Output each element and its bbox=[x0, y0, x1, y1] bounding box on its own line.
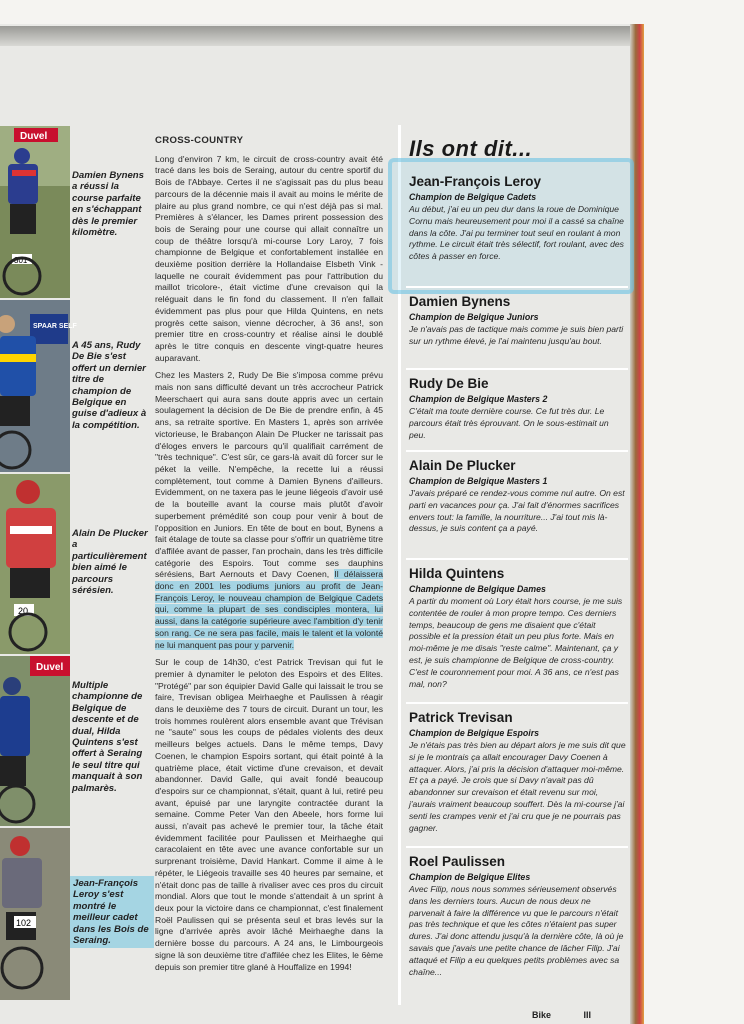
banner-1-text: Duvel bbox=[20, 131, 48, 142]
quote-text: C'était ma toute dernière course. Ce fut très dur. Le parcours était très éprouvant. On le sous-estimait un peu. bbox=[409, 406, 609, 440]
number-plate-1-text: 301 bbox=[14, 256, 28, 265]
quote-separator bbox=[406, 846, 628, 848]
rider-photo-2 bbox=[0, 300, 77, 472]
page-footer bbox=[532, 1010, 591, 1020]
number-plate-3-text: 102 bbox=[16, 918, 32, 928]
quote-bynens bbox=[409, 294, 627, 348]
quote-title: Champion de Belgique Espoirs bbox=[409, 728, 540, 738]
banner-2-text: SPAAR SELF bbox=[33, 323, 77, 330]
quote-text: Au début, j'ai eu un peu dur dans la roue de Dominique Cornu mais heureusement pour moi il a cassé sa chaîne dans la côte. J'ai pu terminer tout seul en roulant à mon rythme. Le circuit était très sélectif, fort roulant, avec des côtes à passer en force. bbox=[409, 204, 624, 262]
page-number: III bbox=[583, 1010, 592, 1020]
quote-separator bbox=[406, 702, 628, 704]
quote-name: Patrick Trevisan bbox=[409, 710, 513, 725]
rider-photo-4 bbox=[0, 656, 70, 826]
quote-separator bbox=[406, 368, 628, 370]
paragraph-3: Sur le coup de 14h30, c'est Patrick Trevisan qui fut le premier à dynamiter le peloton des Espoirs et des Elites. "Protégé" par son équipier David Galle qui laissait le trou se faire, Trevisan obligea Meirhaeghe et Paulissen à réagir dans le deuxième des 7 tours de circuit. Durant un tour, les trois hommes roulèrent alors ensemble avant que Trévisan ne "saute" sous les coups de pédales violents des deux meilleurs belges actuels. Dans le même temps, Davy Coenen, le champion Espoirs sortant, qui était pointé à la quatrième place, était victime d'une crevaison, et devait abandonner. David Galle, qui avait fondé beaucoup d'espoirs sur ce championnat, s'était, quant à lui, retiré peu avant, épuisé par une laryngite contractée durant la semaine. Comme Peter Van den Abeele, hors forme lui aussi, n'avait pas achevé le premier tour, la tâche était évidemment facilitée pour Paulissen et Meirhaeghe qui caracolaient en tête avec une avance confortable sur un surprenant troisième, David Hankart. Comme il aime à le répéter, le Liégeois travaille ses 40 heures par semaine, et n'était donc pas de taille à rivaliser avec ces pros du circuit mondial. Alors que tout le monde s'attendait à un sprint à deux pour la victoire dans ce championnat, c'est finalement Roël Paulissen qui se présenta seul et bras levés sur la ligne d'arrivée après avoir lâché Meirhaeghe dans la dernière bosse du parcours. A 24 ans, le Limbourgeois signe là son deuxième titre d'affilée chez les Elites, le 6ème depuis son premier titre glané à Houffalize en 1994! bbox=[155, 657, 383, 972]
paragraph-2-highlight: Il délaissera donc en 2001 les podiums juniors au profit de Jean-François Leroy, le nouveau champion de Belgique Cadets qui, comme la plupart de ses condisciples montera, lui aussi, dans la catégorie supérieure avec l'ambition d'y tenir son rang. Ce ne sera pas facile, mais le talent et la volonté ne lui manquent pas pour y parvenir. bbox=[155, 569, 384, 650]
quote-text: Je n'étais pas très bien au départ alors je me suis dit que si je le montrais ça allait encourager Davy Coenen à attaquer. Alors, j'ai pris la décision d'attaquer moi-même. Et ça a payé. Je crois que si Davy n'avait pas dû abandonner sur crevaison et était revenu sur moi, j'aurais vraiment beaucoup souffert. Dès la mi-course j'ai senti les crampes venir et j'ai cru que je ne pourrais pas gagner. bbox=[409, 740, 626, 833]
quote-name: Roel Paulissen bbox=[409, 854, 506, 869]
caption-damien-bynens: Damien Bynens a réussi la course parfaite en s'échappant dès le premier kilomètre. bbox=[72, 170, 144, 239]
quote-trevisan bbox=[409, 710, 627, 834]
quote-separator bbox=[406, 450, 628, 452]
photo-jean-francois-leroy bbox=[0, 828, 70, 1000]
magazine-name: Bike bbox=[532, 1010, 552, 1020]
quote-separator bbox=[406, 558, 628, 560]
quote-text: A partir du moment où Lory était hors course, je me suis contentée de rouler à mon propre tempo. Ces derniers temps, beaucoup de gens me disaient que c'était possible et la pression était un peu plus forte. Mais en moi-même je me disais "reste calme". Maintenant, ça y est, je suis championne de Belgique de cross-country. C'est le couronnement pour moi. A 36 ans, ce n'est pas mal, non? bbox=[409, 596, 623, 689]
caption-hilda-quintens: Multiple championne de Belgique de descente et de dual, Hilda Quintens s'est offert à Seraing le seul titre qui manquait à son palmarès. bbox=[72, 680, 143, 794]
caption-jean-francois-leroy: Jean-François Leroy s'est montré le meilleur cadet dans les Bois de Seraing. bbox=[70, 876, 154, 948]
quote-title: Champion de Belgique Cadets bbox=[409, 192, 537, 202]
quote-text: Avec Filip, nous nous sommes sérieusement observés dans les derniers tours. Aucun de nous deux ne parvenait à faire la différence vu que le parcours n'était pas très technique et que les côtes n'étaient pas super dures. J'ai donc attendu jusqu'à la dernière côte, là où je savais que j'avais une petite chance de lâcher Filip. J'ai attaqué et Filip a eu quelques petits problèmes avec sa chaîne... bbox=[409, 884, 624, 977]
quotes-title: Ils ont dit... bbox=[409, 136, 533, 161]
paragraph-1: Long d'environ 7 km, le circuit de cross-country avait été tracé dans les bois de Seraing, autour du centre sportif du Bois de l'Abbaye. Certes il ne s'agissait pas du plus beau parcours de la décennie mais il avait au moins le mérite de plaire au plus grand nombre, ce qui n'est déjà pas si mal. Premières à s'élancer, les Dames prirent possession des bois de Seraing pour une course qui allait connaître un coup de théâtre lorsqu'à mi-course Lory Laroy, 7 fois championne de Belgique et confortablement installée en deuxième position derrière la Hollandaise Elsbeth Vink - laquelle ne courait évidemment pas pour l'attribution du maillot tricolore-, était victime d'une crevaison qui la reléguait dans le fin fond du classement. Il n'en fallait évidemment pas plus pour que Hilda Quintens, en nets progrès cette saison, vienne décrocher, à 36 ans!, son premier titre en cross-country et réalise ainsi le doublé après le titre conquis en descente vingt-quatre heures auparavant. bbox=[155, 153, 383, 363]
quote-name: Alain De Plucker bbox=[409, 458, 516, 473]
quote-title: Champion de Belgique Elites bbox=[409, 872, 531, 882]
quote-name: Rudy De Bie bbox=[409, 376, 489, 391]
photo-rudy-de-bie bbox=[0, 300, 77, 472]
rider-photo-1 bbox=[0, 126, 70, 298]
article-column bbox=[155, 135, 383, 979]
quote-leroy bbox=[409, 174, 627, 263]
quote-paulissen bbox=[409, 854, 627, 978]
quote-title: Champion de Belgique Juniors bbox=[409, 312, 539, 322]
quote-separator bbox=[406, 286, 628, 288]
number-plate-2-text: 20 bbox=[18, 606, 29, 616]
section-heading: CROSS-COUNTRY bbox=[155, 135, 244, 146]
photo-alain-de-plucker bbox=[0, 474, 70, 654]
rider-photo-3 bbox=[0, 474, 70, 654]
quote-de-plucker bbox=[409, 458, 627, 535]
photo-damien-bynens bbox=[0, 126, 70, 298]
quote-title: Champion de Belgique Masters 1 bbox=[409, 476, 548, 486]
quote-name: Jean-François Leroy bbox=[409, 174, 542, 189]
rider-photo-5 bbox=[0, 828, 70, 1000]
quote-text: Je n'avais pas de tactique mais comme je suis bien parti sur un rythme élevé, je l'ai maintenu jusqu'au bout. bbox=[409, 324, 624, 346]
quote-de-bie bbox=[409, 376, 627, 441]
caption-rudy-de-bie: A 45 ans, Rudy De Bie s'est offert un dernier titre de champion de Belgique en guise d'adieux à la compétition. bbox=[72, 340, 147, 431]
quote-title: Championne de Belgique Dames bbox=[409, 584, 546, 594]
quote-quintens bbox=[409, 566, 627, 690]
quote-name: Damien Bynens bbox=[409, 294, 511, 309]
quote-text: J'avais préparé ce rendez-vous comme nul autre. On est parti en vacances pour ça. J'ai fait d'énormes sacrifices envers tout: la famille, la nourriture... J'ai tout mis là-dessus, je suis content ça a payé. bbox=[409, 488, 625, 534]
paragraph-2 bbox=[155, 370, 383, 651]
top-shadow-band bbox=[0, 26, 630, 46]
paragraph-2-part-a: Chez les Masters 2, Rudy De Bie s'imposa comme prévu mais non sans difficulté devant un très accrocheur Patrick Meerschaert qui aura sans doute appris avec un certain soulagement la décision de De Bie de prendre enfin, à 45 ans, sa retraite sportive. En Masters 1, après son arrivée victorieuse, le Brabançon Alain De Plucker ne tarissait pas d'éloges envers le parcours qu'il qualifiait carrément de "très technique". C'est sûr, ce gars-là avait dû forcer sur le péket la veille. N'empêche, la recette lui a réussi complètement, tout comme à Damien Bynens d'ailleurs. Evidemment, on ne taxera pas le jeune liégeois d'avoir usé de la bouteille avant la course mais plutôt d'avoir superbement prémédité son coup pour venir à bout de l'opposition en Juniors. En tête de bout en bout, Bynens a fait étalage de toute sa classe pour s'offrir un quatrième titre d'affilée avant de passer, l'an prochain, dans les très difficile catégorie des Espoirs. Tout comme ses dauphins sérésiens, Bart Aernouts et Davy Coenen, bbox=[155, 370, 383, 580]
quote-title: Champion de Belgique Masters 2 bbox=[409, 394, 548, 404]
banner-3-text: Duvel bbox=[36, 662, 64, 673]
photo-hilda-quintens bbox=[0, 656, 70, 826]
quote-name: Hilda Quintens bbox=[409, 566, 505, 581]
caption-alain-de-plucker: Alain De Plucker a particulièrement bien aimé le parcours sérésien. bbox=[72, 528, 148, 597]
